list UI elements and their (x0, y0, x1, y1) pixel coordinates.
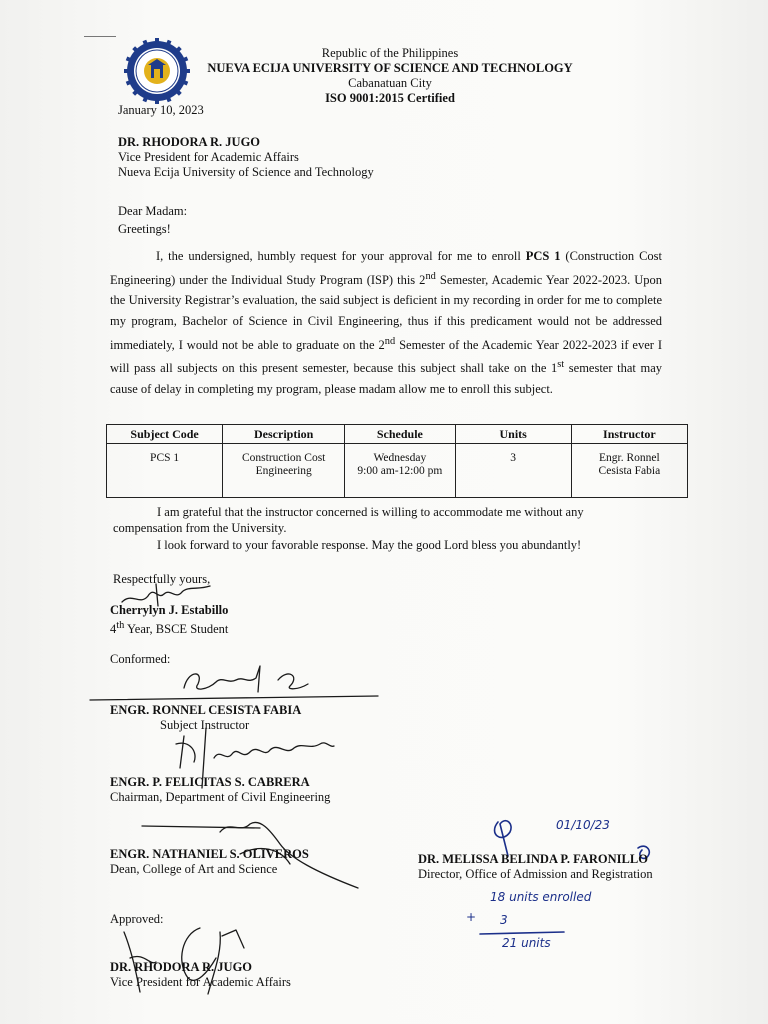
cell-description (223, 444, 345, 498)
cell-schedule (345, 444, 455, 498)
letter-body (110, 246, 662, 400)
header-units: Units (455, 425, 571, 444)
handwritten-added-units: 3 (500, 913, 508, 927)
salutation-block (118, 202, 187, 238)
city-line: Cabanatuan City (348, 76, 432, 90)
request-paragraph (110, 246, 662, 400)
chairman-title: Chairman, Department of Civil Engineering (110, 790, 331, 804)
body-text-d: Semester of the Academic Year 2022-2023 if ever I will pass all subjects on this present semester, because this subject shall take on the 1 (110, 337, 662, 376)
letter-date: January 10, 2023 (118, 103, 204, 117)
instructor-title: Subject Instructor (160, 718, 250, 732)
student-block (110, 603, 228, 637)
recipient-title: Vice President for Academic Affairs (118, 150, 299, 164)
instructor-line-2: Cesista Fabia (598, 465, 661, 477)
body-text-c: Semester, Academic Year 2022-2023. Upon the University Registrar’s evaluation, the said subject is deficient in my recording in order for me to complete my program, Bachelor of Science in Civil Engineering, thus if this predicament would not be addressed immediately, I would not be able to graduate on the 2 (110, 272, 662, 352)
header-subject-code: Subject Code (107, 425, 223, 444)
ordinal-sup: nd (425, 270, 436, 282)
ordinal-sup: st (557, 359, 565, 371)
recipient-name: DR. RHODORA R. JUGO (118, 135, 261, 149)
university-name: NUEVA ECIJA UNIVERSITY OF SCIENCE AND TECHNOLOGY (207, 61, 573, 75)
ordinal-sup: nd (384, 335, 396, 347)
scan-mark (84, 36, 116, 37)
handwritten-total-units: 21 units (502, 936, 551, 950)
director-name: DR. MELISSA BELINDA P. FARONILLO (418, 852, 648, 866)
gratitude-paragraph: I am grateful that the instructor concerned is willing to accommodate me without any compensation from the University. (113, 505, 584, 535)
cell-subject-code: PCS 1 (107, 444, 223, 498)
student-year-num: 4 (110, 622, 117, 637)
handwritten-plus: + (466, 910, 477, 924)
instructor-name: ENGR. RONNEL CESISTA FABIA (110, 703, 302, 717)
greeting: Greetings! (118, 222, 171, 236)
handwritten-units-enrolled: 18 units enrolled (490, 890, 592, 904)
vp-block (110, 960, 291, 990)
university-seal-logo (124, 38, 190, 104)
student-year-text: Year, BSCE Student (124, 622, 229, 637)
dean-title: Dean, College of Art and Science (110, 862, 278, 876)
header-description: Description (223, 425, 345, 444)
republic-line: Republic of the Philippines (321, 46, 459, 60)
vp-title: Vice President for Academic Affairs (110, 975, 291, 989)
header-schedule: Schedule (345, 425, 455, 444)
dean-block (110, 847, 309, 877)
letterhead (200, 46, 580, 106)
iso-line: ISO 9001:2015 Certified (325, 91, 455, 105)
body-text-a: I, the undersigned, humbly request for your approval for me to enroll (156, 249, 526, 263)
header-instructor: Instructor (571, 425, 687, 444)
table-header-row (107, 425, 688, 444)
approved-label: Approved: (110, 912, 164, 926)
ordinal-sup: th (116, 620, 125, 631)
course-code: PCS 1 (525, 249, 561, 263)
cell-instructor (571, 444, 687, 498)
schedule-time: 9:00 am-12:00 pm (357, 465, 443, 477)
handwritten-date: 01/10/23 (556, 818, 610, 832)
vp-name: DR. RHODORA R. JUGO (110, 960, 253, 974)
description-line-2: Engineering (255, 465, 312, 477)
recipient-block (118, 135, 374, 180)
salutation: Dear Madam: (118, 204, 188, 218)
closing-block (113, 505, 653, 554)
closing-paragraph: I look forward to your favorable response. May the good Lord bless you abundantly! (157, 538, 582, 552)
dean-name: ENGR. NATHANIEL S. OLIVEROS (110, 847, 309, 861)
respectfully-label: Respectfully yours, (113, 572, 211, 586)
schedule-day: Wednesday (373, 452, 427, 464)
recipient-org: Nueva Ecija University of Science and Technology (118, 165, 374, 179)
description-line-1: Construction Cost (241, 452, 326, 464)
conformed-label: Conformed: (110, 652, 171, 666)
instructor-line-1: Engr. Ronnel (599, 452, 660, 464)
chairman-name: ENGR. P. FELICITAS S. CABRERA (110, 775, 310, 789)
chairman-block (110, 775, 330, 805)
director-block (418, 852, 653, 882)
body-text-e: semester that may cause of delay in completing my program, please madam allow me to enroll this subject. (110, 361, 662, 397)
table-row (107, 444, 688, 498)
director-title: Director, Office of Admission and Registration (418, 867, 653, 881)
student-year (110, 618, 228, 637)
student-name: Cherrylyn J. Estabillo (110, 603, 229, 617)
cell-units: 3 (455, 444, 571, 498)
body-text-b: (Construction Cost Engineering) under the Individual Study Program (ISP) this 2 (110, 249, 662, 287)
subject-table (106, 424, 688, 498)
